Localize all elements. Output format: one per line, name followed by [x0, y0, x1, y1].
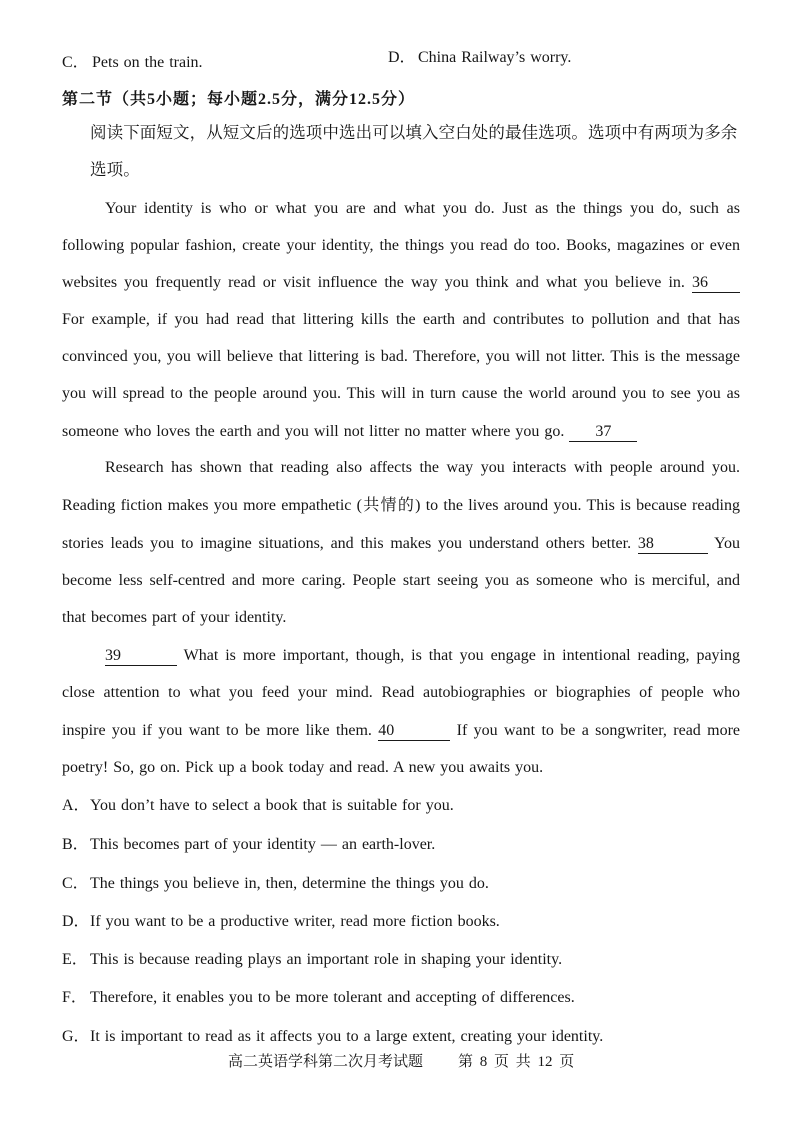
option-label: D．	[62, 913, 90, 930]
option-g	[62, 1025, 740, 1049]
option-c	[62, 872, 740, 896]
prev-option-d	[388, 46, 728, 70]
passage-line: Your identity is who or what you are and what you do. Just as the things you do, such as	[105, 200, 740, 217]
line-text: What is more important, though, is that you engage in intentional reading, paying	[183, 647, 740, 664]
option-f	[62, 986, 740, 1010]
option-text: The things you believe in, then, determine the things you do.	[90, 875, 489, 892]
line-text: inspire you if you want to be more like them.	[62, 722, 372, 739]
option-label: D．	[388, 49, 416, 66]
option-a	[62, 794, 740, 818]
footer-exam-title: 高二英语学科第二次月考试题	[228, 1054, 424, 1070]
option-e	[62, 948, 740, 972]
line-text: someone who loves the earth and you will not litter no matter where you go.	[62, 423, 565, 440]
instructions-line-1: 阅读下面短文，从短文后的选项中选出可以填入空白处的最佳选项。选项中有两项为多余	[90, 123, 738, 142]
blank-36: 36	[692, 273, 740, 293]
passage-line: Reading fiction makes you more empathetic (共情的) to the lives around you. This is because reading	[62, 497, 740, 514]
option-d	[62, 910, 740, 934]
option-text: This becomes part of your identity — an earth-lover.	[90, 836, 436, 853]
passage-line: you will spread to the people around you. This will in turn cause the world around you to see you as	[62, 385, 740, 402]
option-label: F．	[62, 989, 87, 1006]
option-label: E．	[62, 951, 88, 968]
line-text-after: You	[714, 535, 741, 552]
blank-37: 37	[569, 422, 637, 442]
option-text: If you want to be a productive writer, read more fiction books.	[90, 913, 500, 930]
passage-line: poetry! So, go on. Pick up a book today and read. A new you awaits you.	[62, 759, 544, 776]
passage-line	[62, 719, 740, 743]
option-label: C．	[62, 54, 89, 71]
passage-line: close attention to what you feed your mind. Read autobiographies or biographies of people who	[62, 684, 740, 701]
option-label: A．	[62, 797, 90, 814]
blank-38: 38	[638, 534, 708, 554]
option-label: G．	[62, 1028, 90, 1045]
passage-line	[62, 271, 740, 295]
option-b	[62, 833, 740, 857]
line-text: stories leads you to imagine situations, and this makes you understand others better.	[62, 535, 632, 552]
option-text: Pets on the train.	[92, 54, 203, 71]
option-text: You don’t have to select a book that is suitable for you.	[90, 797, 454, 814]
instructions-line-2: 选项。	[90, 160, 140, 179]
blank-40: 40	[378, 721, 450, 741]
section-title: 第二节（共5小题；每小题2.5分，满分12.5分）	[62, 91, 416, 108]
passage-line: For example, if you had read that littering kills the earth and contributes to pollution and that has	[62, 311, 740, 328]
passage-line: Research has shown that reading also affects the way you interacts with people around you.	[105, 459, 740, 476]
passage-line: become less self-centred and more caring. People start seeing you as someone who is merciful, and	[62, 572, 740, 589]
option-label: C．	[62, 875, 89, 892]
option-label: B．	[62, 836, 89, 853]
passage-line	[105, 644, 740, 668]
blank-39: 39	[105, 646, 177, 666]
passage-line: convinced you, you will believe that littering is bad. Therefore, you will not litter. This is the message	[62, 348, 740, 365]
passage-line: that becomes part of your identity.	[62, 609, 287, 626]
line-text: websites you frequently read or visit influence the way you think and what you believe in.	[62, 274, 685, 291]
line-text-after: If you want to be a songwriter, read more	[456, 722, 741, 739]
option-text: China Railway’s worry.	[418, 49, 572, 66]
passage-line: following popular fashion, create your identity, the things you read do too. Books, magazines or even	[62, 237, 740, 254]
passage-line	[62, 420, 740, 444]
option-text: It is important to read as it affects you to a large extent, creating your identity.	[90, 1028, 604, 1045]
passage-line	[62, 532, 740, 556]
footer-page-number: 第 8 页 共 12 页	[458, 1054, 575, 1070]
option-text: This is because reading plays an important role in shaping your identity.	[90, 951, 563, 968]
option-text: Therefore, it enables you to be more tolerant and accepting of differences.	[90, 989, 575, 1006]
